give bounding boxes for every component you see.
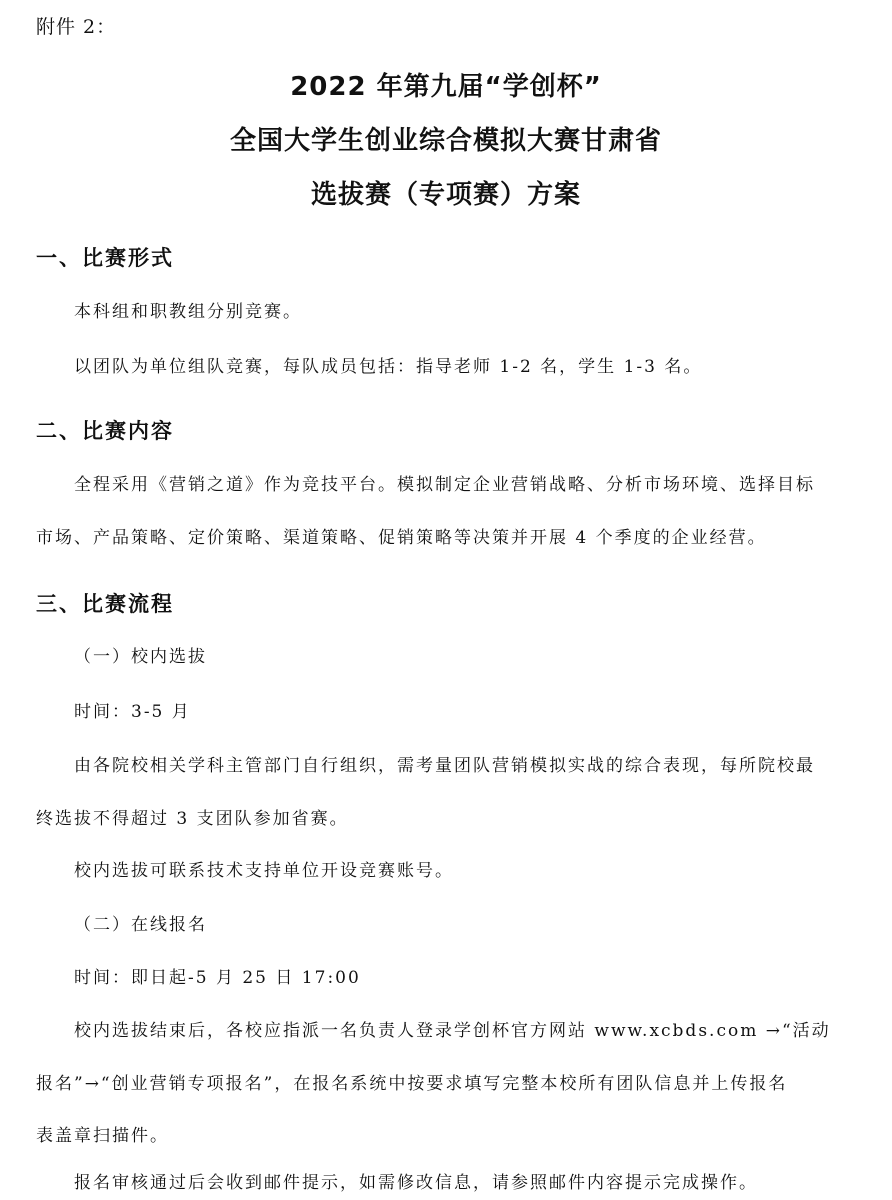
subsection-title-online-registration: （二）在线报名 (74, 915, 207, 935)
paragraph-line: 终选拔不得超过 3 支团队参加省赛。 (36, 809, 349, 829)
attachment-label: 附件 2： (36, 16, 117, 38)
section-heading-format: 一、比赛形式 (36, 246, 174, 270)
section-heading-process: 三、比赛流程 (36, 592, 174, 616)
time-line: 时间：即日起-5 月 25 日 17:00 (74, 968, 361, 988)
paragraph: 报名审核通过后会收到邮件提示，如需修改信息，请参照邮件内容提示完成操作。 (74, 1173, 758, 1193)
document-title-line-2: 全国大学生创业综合模拟大赛甘肃省 (229, 126, 662, 156)
paragraph-line: 校内选拔结束后，各校应指派一名负责人登录学创杯官方网站 www.xcbds.com →“活动 (74, 1021, 831, 1041)
document-title-line-3: 选拔赛（专项赛）方案 (310, 180, 581, 210)
paragraph: 以团队为单位组队竞赛，每队成员包括：指导老师 1-2 名，学生 1-3 名。 (74, 357, 703, 377)
subsection-title-campus-selection: （一）校内选拔 (74, 647, 207, 667)
paragraph: 校内选拔可联系技术支持单位开设竞赛账号。 (74, 861, 454, 881)
document-title-line-1: 2022 年第九届“学创杯” (290, 72, 602, 102)
section-heading-content: 二、比赛内容 (36, 419, 174, 443)
paragraph-line: 全程采用《营销之道》作为竞技平台。模拟制定企业营销战略、分析市场环境、选择目标 (74, 475, 815, 495)
time-line: 时间：3-5 月 (74, 702, 191, 722)
paragraph-line: 市场、产品策略、定价策略、渠道策略、促销策略等决策并开展 4 个季度的企业经营。 (36, 528, 767, 548)
paragraph-line: 由各院校相关学科主管部门自行组织，需考量团队营销模拟实战的综合表现，每所院校最 (74, 756, 815, 776)
paragraph-line: 表盖章扫描件。 (36, 1126, 169, 1146)
paragraph-line: 报名”→“创业营销专项报名”，在报名系统中按要求填写完整本校所有团队信息并上传报名 (36, 1074, 788, 1094)
paragraph: 本科组和职教组分别竞赛。 (74, 302, 302, 322)
